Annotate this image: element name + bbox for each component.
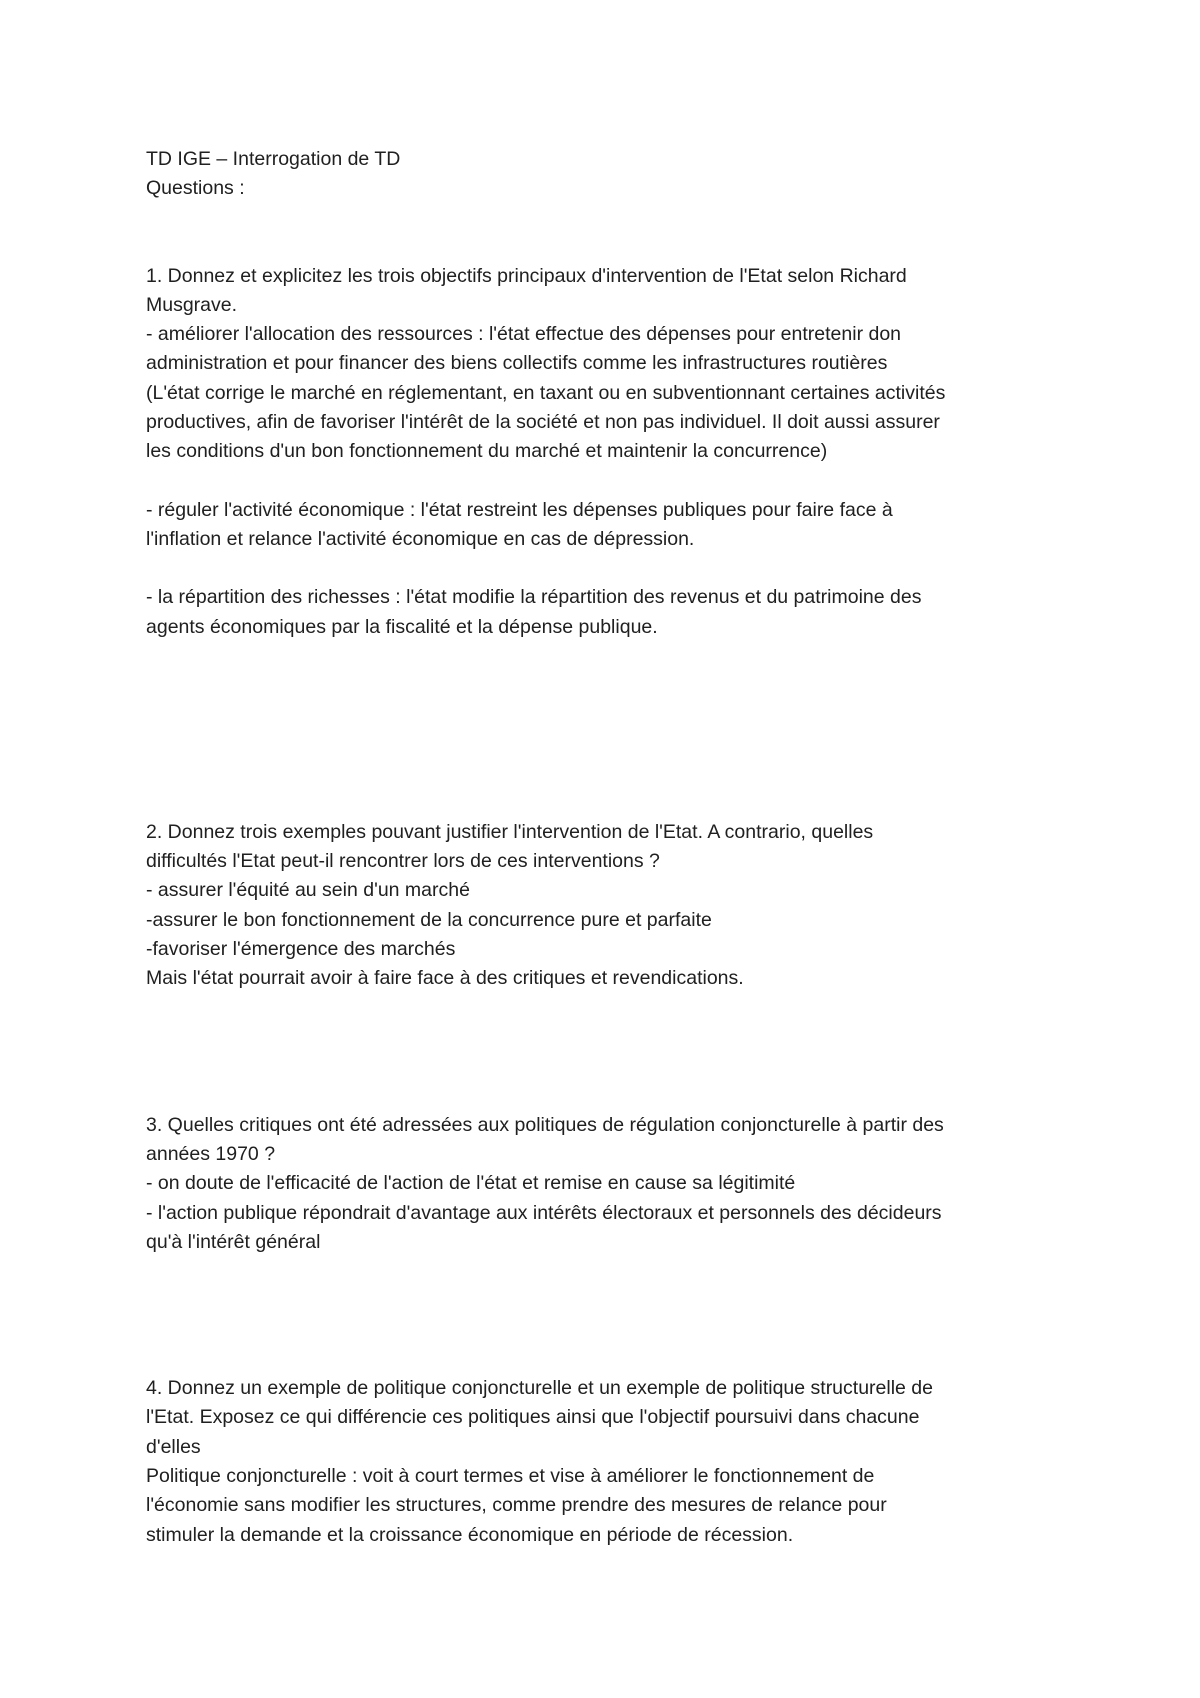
answer-line: Mais l'état pourrait avoir à faire face à des critiques et revendications. — [146, 967, 744, 990]
question-3-block — [146, 1111, 1076, 1257]
answer-line: productives, afin de favoriser l'intérêt de la société et non pas individuel. Il doit aussi assurer — [146, 411, 940, 434]
answer-line: agents économiques par la fiscalité et la dépense publique. — [146, 615, 658, 638]
question-3-text — [146, 1111, 1076, 1170]
question-line: l'Etat. Exposez ce qui différencie ces politiques ainsi que l'objectif poursuivi dans chacune — [146, 1406, 920, 1429]
answer-3 — [146, 1169, 1076, 1257]
answer-line: (L'état corrige le marché en réglementant, en taxant ou en subventionnant certaines activités — [146, 381, 946, 404]
answer-line: - la répartition des richesses : l'état modifie la répartition des revenus et du patrimoine des — [146, 586, 922, 609]
question-line: Musgrave. — [146, 293, 238, 316]
answer-line: Politique conjoncturelle : voit à court termes et vise à améliorer le fonctionnement de — [146, 1465, 875, 1488]
answer-line: les conditions d'un bon fonctionnement du marché et maintenir la concurrence) — [146, 440, 828, 463]
question-4-block — [146, 1374, 1076, 1550]
answer-1-paragraph-3 — [146, 583, 1076, 642]
answer-line: - améliorer l'allocation des ressources : l'état effectue des dépenses pour entretenir don — [146, 323, 902, 346]
answer-line: - on doute de l'efficacité de l'action de l'état et remise en cause sa légitimité — [146, 1172, 796, 1195]
question-line: 4. Donnez un exemple de politique conjoncturelle et un exemple de politique structurelle de — [146, 1377, 933, 1400]
answer-1-paragraph-2 — [146, 496, 1076, 555]
question-line: difficultés l'Etat peut-il rencontrer lors de ces interventions ? — [146, 850, 660, 873]
question-line: 3. Quelles critiques ont été adressées aux politiques de régulation conjoncturelle à partir des — [146, 1113, 944, 1136]
question-line: années 1970 ? — [146, 1142, 276, 1165]
answer-line: - assurer l'équité au sein d'un marché — [146, 879, 470, 902]
answer-line: l'économie sans modifier les structures, comme prendre des mesures de relance pour — [146, 1494, 887, 1517]
document-body — [146, 145, 1076, 1550]
answer-line: qu'à l'intérêt général — [146, 1230, 321, 1253]
question-2-block — [146, 818, 1076, 994]
answer-line: - réguler l'activité économique : l'état restreint les dépenses publiques pour faire face à — [146, 498, 893, 521]
document-subtitle: Questions : — [146, 177, 245, 200]
answer-line: administration et pour financer des biens collectifs comme les infrastructures routières — [146, 352, 888, 375]
answer-2 — [146, 876, 1076, 993]
answer-line: -assurer le bon fonctionnement de la concurrence pure et parfaite — [146, 908, 712, 931]
question-2-text — [146, 818, 1076, 877]
question-line: d'elles — [146, 1435, 201, 1458]
question-4-text — [146, 1374, 1076, 1462]
document-title: TD IGE – Interrogation de TD — [146, 148, 401, 170]
question-line: 1. Donnez et explicitez les trois objectifs principaux d'intervention de l'Etat selon Richard — [146, 264, 907, 287]
answer-line: -favoriser l'émergence des marchés — [146, 938, 456, 961]
answer-4 — [146, 1462, 1076, 1550]
answer-line: - l'action publique répondrait d'avantage aux intérêts électoraux et personnels des décideurs — [146, 1201, 942, 1224]
question-1-text — [146, 262, 1076, 321]
answer-1-paragraph-1 — [146, 320, 1076, 466]
question-1-block — [146, 262, 1076, 642]
answer-line: l'inflation et relance l'activité économique en cas de dépression. — [146, 527, 695, 550]
question-line: 2. Donnez trois exemples pouvant justifier l'intervention de l'Etat. A contrario, quelles — [146, 820, 874, 843]
answer-line: stimuler la demande et la croissance économique en période de récession. — [146, 1523, 794, 1546]
document-header — [146, 145, 1076, 204]
